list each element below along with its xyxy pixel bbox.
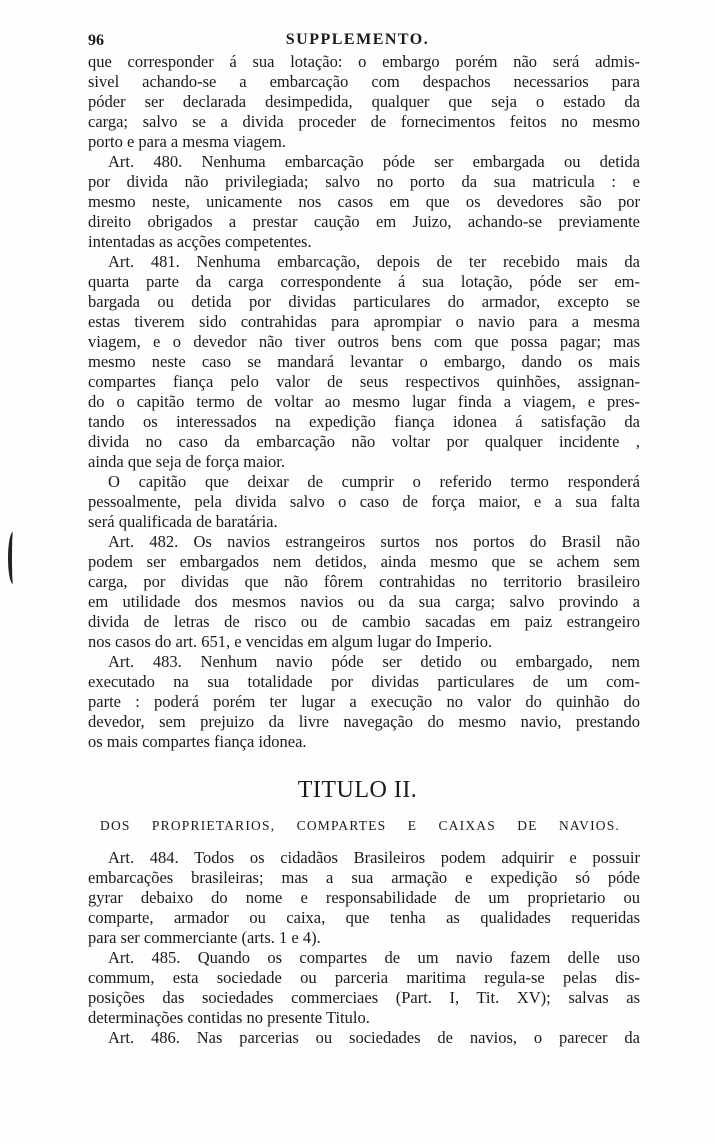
text-line: Art. 481. Nenhuma embarcação, depois de ter recebido mais da bbox=[108, 252, 640, 271]
text-line: determinações contidas no presente Titulo. bbox=[88, 1008, 370, 1027]
running-title: SUPPLEMENTO. bbox=[285, 31, 430, 48]
text-line: Art. 480. Nenhuma embarcação póde ser embargada ou detida bbox=[108, 152, 640, 171]
scan-margin-mark bbox=[8, 532, 18, 584]
text-line: os mais compartes fiança idonea. bbox=[88, 732, 307, 751]
text-line: carga; salvo se a divida proceder de fornecimentos feitos no mesmo bbox=[88, 112, 640, 131]
text-line: comparte, armador ou caixa, que tenha as qualidades requeridas bbox=[88, 908, 640, 927]
text-line: do o capitão termo de voltar ao mesmo lugar finda a viagem, e pres- bbox=[88, 392, 640, 411]
text-line: estas tiverem sido contrahidas para aprompiar o navio para a mesma bbox=[88, 312, 640, 331]
text-line: embarcações brasileiras; mas a sua armação e expedição só póde bbox=[88, 868, 640, 887]
text-line: Art. 485. Quando os compartes de um navio fazem delle uso bbox=[108, 948, 640, 967]
text-line: Art. 486. Nas parcerias ou sociedades de navios, o parecer da bbox=[108, 1028, 640, 1047]
text-line: podem ser embargados nem detidos, ainda mesmo que se achem sem bbox=[88, 552, 640, 571]
text-line: gyrar debaixo do nome e responsabilidade de um proprietario ou bbox=[88, 888, 640, 907]
text-line: póder ser declarada desimpedida, qualquer que seja o estado da bbox=[88, 92, 640, 111]
text-block-articles-484-486 bbox=[88, 848, 640, 1048]
text-line: viagem, e o devedor não tiver outros bens com que possa pagar; mas bbox=[88, 332, 640, 351]
text-line: quarta parte da carga correspondente á sua lotação, póde ser em- bbox=[88, 272, 640, 291]
section-title: TITULO II. bbox=[297, 777, 418, 803]
text-line: nos casos do art. 651, e vencidas em algum lugar do Imperio. bbox=[88, 632, 493, 651]
text-line: Art. 484. Todos os cidadãos Brasileiros podem adquirir e possuir bbox=[108, 848, 640, 867]
text-line: Art. 482. Os navios estrangeiros surtos nos portos do Brasil não bbox=[108, 532, 640, 551]
text-line: sivel achando-se a embarcação com despachos necessarios para bbox=[88, 72, 640, 91]
text-line: compartes fiança pelo valor de seus respectivos quinhões, assignan- bbox=[88, 372, 640, 391]
text-line: porto e para a mesma viagem. bbox=[88, 132, 286, 151]
text-line: bargada ou detida por dividas particulares do armador, excepto se bbox=[88, 292, 640, 311]
text-line: divida de letras de risco ou de cambio sacadas em paiz estrangeiro bbox=[88, 612, 640, 631]
text-line: posições das sociedades commerciaes (Part. I, Tit. XV); salvas as bbox=[88, 988, 640, 1007]
page-number: 96 bbox=[88, 32, 104, 49]
text-line: divida no caso da embarcação não voltar por qualquer incidente , bbox=[88, 432, 640, 451]
text-line: ainda que seja de força maior. bbox=[88, 452, 285, 471]
text-line: em utilidade dos mesmos navios ou da sua carga; salvo provindo a bbox=[88, 592, 640, 611]
text-line: executado na sua totalidade por dividas particulares de um com- bbox=[88, 672, 640, 691]
section-subtitle: DOS PROPRIETARIOS, COMPARTES E CAIXAS DE NAVIOS. bbox=[100, 818, 620, 833]
text-line: para ser commerciante (arts. 1 e 4). bbox=[88, 928, 321, 947]
text-line: que corresponder á sua lotação: o embargo porém não será admis- bbox=[88, 52, 640, 71]
text-line: Art. 483. Nenhum navio póde ser detido ou embargado, nem bbox=[108, 652, 640, 671]
text-line: tando os interessados na expedição fiança idonea á satisfação da bbox=[88, 412, 640, 431]
text-line: direito obrigados a prestar caução em Juizo, achando-se previamente bbox=[88, 212, 640, 231]
text-line: commum, esta sociedade ou parceria maritima regula-se pelas dis- bbox=[88, 968, 640, 987]
text-line: intentadas as acções competentes. bbox=[88, 232, 312, 251]
text-line: será qualificada de baratária. bbox=[88, 512, 278, 531]
text-line: carga, por dividas que não fôrem contrahidas no territorio brasileiro bbox=[88, 572, 640, 591]
text-line: mesmo neste, unicamente nos casos em que os devedores são por bbox=[88, 192, 640, 211]
text-line: por divida não privilegiada; salvo no porto da sua matricula : e bbox=[88, 172, 640, 191]
text-line: O capitão que deixar de cumprir o referido termo responderá bbox=[108, 472, 640, 491]
text-line: devedor, sem prejuizo da livre navegação do mesmo navio, prestando bbox=[88, 712, 640, 731]
text-line: parte : poderá porém ter lugar a execução no valor do quinhão do bbox=[88, 692, 640, 711]
text-line: pessoalmente, pela divida salvo o caso de força maior, e a sua falta bbox=[88, 492, 640, 511]
text-block-articles-479-483 bbox=[88, 52, 640, 752]
text-line: mesmo neste caso se mandará levantar o embargo, dando os mais bbox=[88, 352, 640, 371]
